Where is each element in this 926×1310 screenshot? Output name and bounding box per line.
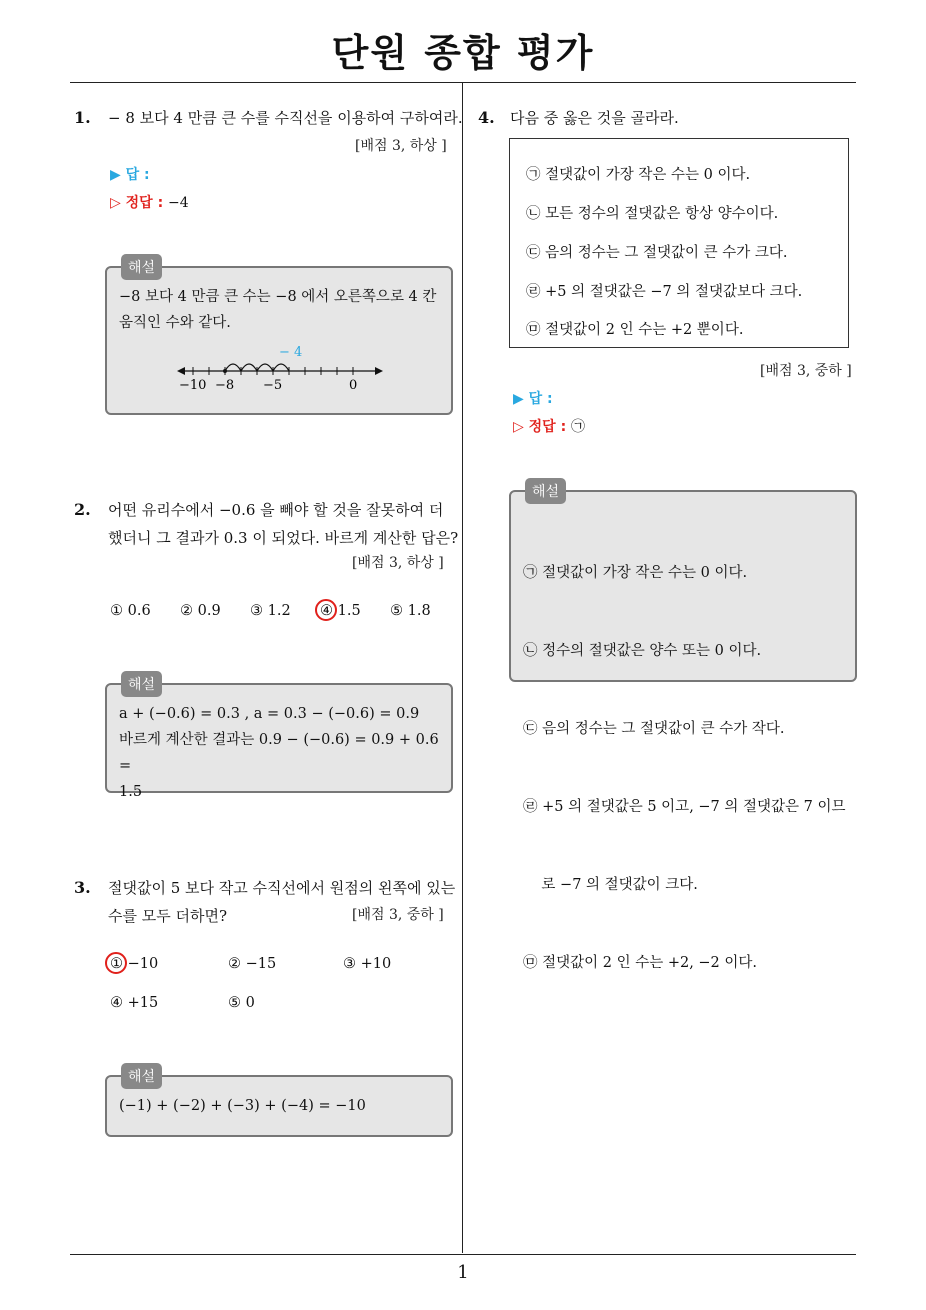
- correct-value: ㉠: [571, 419, 586, 435]
- question-number: 3.: [74, 878, 91, 897]
- explanation-body: [523, 508, 846, 1028]
- question-line: 수를 모두 더하면?: [108, 907, 228, 925]
- score-meta: [배점 3, 하상 ]: [352, 555, 444, 571]
- page-title: 단원 종합 평가: [331, 31, 595, 75]
- option-item: ㉣ +5 의 절댓값은 −7 의 절댓값보다 크다.: [526, 284, 803, 300]
- choice-4[interactable]: ④ +15: [110, 995, 159, 1011]
- question-number: 4.: [478, 108, 495, 127]
- question-line: 어떤 유리수에서 −0.6 을 빼야 할 것을 잘못하여 더: [108, 501, 444, 519]
- option-item: ㉠ 절댓값이 가장 작은 수는 0 이다.: [526, 167, 751, 183]
- score-meta: [배점 3, 하상 ]: [355, 138, 447, 154]
- correct-value: −4: [168, 195, 189, 211]
- choice-1[interactable]: ① 0.6: [110, 603, 151, 619]
- score-meta: [배점 3, 중하 ]: [760, 363, 852, 379]
- explanation-tag: 해설: [121, 671, 162, 697]
- explanation-line: 로 −7 의 절댓값이 크다.: [523, 877, 698, 893]
- option-item: ㉢ 음의 정수는 그 절댓값이 큰 수가 크다.: [526, 245, 788, 261]
- page-number: 1: [457, 1262, 469, 1283]
- option-item: ㉤ 절댓값이 2 인 수는 +2 뿐이다.: [526, 322, 744, 338]
- explanation-box: [105, 260, 453, 415]
- correct-label: ▷ 정답 :: [513, 419, 567, 435]
- tick-label: 0: [349, 378, 358, 393]
- explanation-body: [119, 701, 439, 805]
- explanation-line: ㉢ 음의 정수는 그 절댓값이 큰 수가 작다.: [523, 721, 785, 737]
- choice-3[interactable]: ③ +10: [343, 956, 392, 972]
- explanation-box: [105, 1069, 453, 1137]
- explanation-line: ㉤ 절댓값이 2 인 수는 +2, −2 이다.: [523, 955, 758, 971]
- option-item: ㉡ 모든 정수의 절댓값은 항상 양수이다.: [526, 206, 779, 222]
- explanation-box: [105, 677, 453, 800]
- tick-label: −5: [263, 378, 283, 393]
- explanation-tag: 해설: [121, 254, 162, 280]
- question-text: [108, 496, 458, 552]
- question-number: 1.: [74, 108, 91, 127]
- explanation-line: −8 보다 4 만큼 큰 수는 −8 에서 오른쪽으로 4 칸: [119, 289, 437, 305]
- selected-mark: [315, 599, 337, 621]
- correct-label: ▷ 정답 :: [110, 195, 164, 211]
- column-divider: [462, 83, 463, 1253]
- explanation-box: [509, 484, 857, 971]
- header-rule: [70, 82, 856, 83]
- tick-label: −8: [215, 378, 235, 393]
- options-box: [509, 138, 849, 348]
- tick-label: −10: [179, 378, 207, 393]
- score-meta: [배점 3, 중하 ]: [352, 907, 444, 923]
- explanation-line: ㉣ +5 의 절댓값은 5 이고, −7 의 절댓값은 7 이므: [523, 799, 846, 815]
- number-line-result: − 4: [279, 346, 303, 360]
- explanation-line: (−1) + (−2) + (−3) + (−4) = −10: [119, 1098, 366, 1114]
- question-number: 2.: [74, 500, 91, 519]
- explanation-line: 움직인 수와 같다.: [119, 315, 231, 331]
- choice-3[interactable]: ③ 1.2: [250, 603, 291, 619]
- explanation-line: ㉠ 절댓값이 가장 작은 수는 0 이다.: [523, 565, 748, 581]
- number-line-diagram: [177, 346, 387, 396]
- choice-5[interactable]: ⑤ 1.8: [390, 603, 431, 619]
- explanation-line: 1.5: [119, 784, 143, 800]
- question-line: 절댓값이 5 보다 작고 수직선에서 원점의 왼쪽에 있는: [108, 879, 456, 897]
- explanation-line: 바르게 계산한 결과는 0.9 − (−0.6) = 0.9 + 0.6 =: [119, 732, 439, 774]
- choice-1[interactable]: ① −10: [110, 956, 159, 972]
- explanation-tag: 해설: [121, 1063, 162, 1089]
- explanation-body: [119, 1093, 439, 1119]
- correct-answer: [513, 416, 585, 436]
- explanation-tag: 해설: [525, 478, 566, 504]
- choice-2[interactable]: ② 0.9: [180, 603, 221, 619]
- correct-answer: [110, 192, 189, 212]
- choice-5[interactable]: ⑤ 0: [228, 995, 255, 1011]
- explanation-body: [119, 284, 439, 336]
- choice-4[interactable]: ④ 1.5: [320, 603, 361, 619]
- explanation-line: ㉡ 정수의 절댓값은 양수 또는 0 이다.: [523, 643, 762, 659]
- footer-rule: [70, 1254, 856, 1255]
- selected-mark: [105, 952, 127, 974]
- answer-label: ▶ 답 :: [513, 391, 553, 407]
- explanation-line: a + (−0.6) = 0.3 , a = 0.3 − (−0.6) = 0.9: [119, 706, 420, 722]
- question-text: 다음 중 옳은 것을 골라라.: [510, 109, 679, 127]
- question-line: 했더니 그 결과가 0.3 이 되었다. 바르게 계산한 답은?: [108, 529, 459, 547]
- question-text: − 8 보다 4 만큼 큰 수를 수직선을 이용하여 구하여라.: [108, 109, 463, 127]
- choice-2[interactable]: ② −15: [228, 956, 277, 972]
- answer-label: ▶ 답 :: [110, 167, 150, 183]
